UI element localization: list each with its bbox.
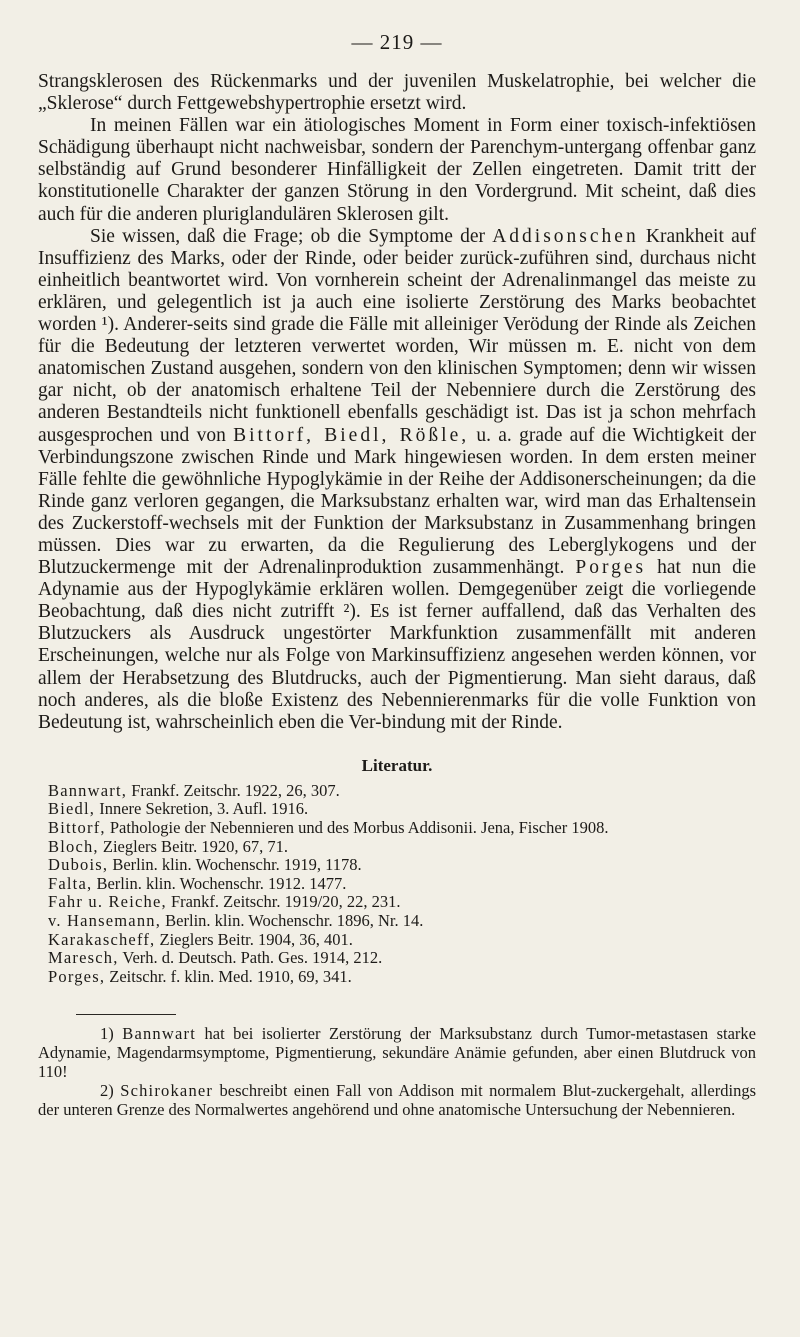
addison-spaced: Addisonschen [492,225,639,247]
footnote-2-author: Schirokaner [120,1080,214,1100]
literature-entry [48,931,756,950]
porges-spaced: Porges [575,557,647,579]
paragraph-3 [38,226,756,734]
lit-author: Bannwart, [48,780,128,800]
footnote-1-number: 1) [100,1024,123,1044]
paragraph-3-part-b: Krankheit auf Insuffizienz des Marks, oder der Rinde, oder beider zurück-zuführen sind, durchaus nicht einheitlich beantwortet wird. Von vornherein scheint der Adrenalinmangel das meiste zu erklären, und gelegentlich ist ja auch eine isolierte Zerstörung des Marks beobachtet worden ¹). Anderer-seits sind grade die Fälle mit alleiniger Verödung der Rinde als Zeichen für die Bedeutung der letzteren verwertet worden, Wir müssen m. E. nicht von dem anatomischen Zustand ausgehen, sondern von den klinischen Symptomen; denn wir wissen gar nicht, ob der anatomisch erhaltene Teil der Nebenniere durch die Zerstörung des anderen Bestandteils nicht funktionell ebenfalls geschädigt ist. Das ist ja schon mehrfach ausgesprochen und von [38,225,756,446]
lit-author: Bloch, [48,836,99,856]
literature-entry [48,968,756,987]
lit-citation: Frankf. Zeitschr. 1919/20, 22, 231. [166,892,401,912]
literature-entry [48,819,756,838]
paragraph-2: In meinen Fällen war ein ätiologisches Moment in Form einer toxisch-infektiösen Schädigung überhaupt nicht nachweisbar, sondern der Parenchym-untergang offenbar ganz selbständig auf Grund besonderer Hinfälligkeit der Zellen eingetreten. Damit tritt der konstitutionelle Charakter der ganzen Störung in den Vordergrund. Mit scheint, daß dies auch für die anderen pluriglandulären Sklerosen gilt. [38,115,756,225]
literature-entry [48,949,756,968]
lit-citation: Innere Sekretion, 3. Aufl. 1916. [95,799,309,819]
footnote-2 [38,1082,756,1120]
literature-heading: Literatur. [361,755,433,775]
lit-citation: Berlin. klin. Wochenschr. 1896, Nr. 14. [161,910,424,930]
literature-entry [48,856,756,875]
paragraph-3-part-c: u. a. grade auf die Wichtigkeit der Verbindungszone zwischen Rinde und Mark hingewiesen worden. In dem ersten meiner Fälle fehlte die gewöhnliche Hypoglykämie in der Reihe der Addisonerscheinungen; da die Rinde ganz verloren gegangen, die Marksubstanz erhalten war, wird man das Erhaltensein des Zuckerstoff-wechsels mit der Funktion der Marksubstanz in Zusammenhang bringen müssen. Dies war zu erwarten, da die Regulierung des Leberglykogens und der Blutzuckermenge mit der Adrenalinproduktion zusammenhängt. [38,424,757,579]
paragraph-3-part-a: Sie wissen, daß die Frage; ob die Symptome der [90,225,493,247]
paragraph-1: Strangsklerosen des Rückenmarks und der juvenilen Muskelatrophie, bei welcher die „Sklerose“ durch Fettgewebshypertrophie ersetzt wird. [38,71,756,115]
lit-author: Maresch, [48,948,119,968]
literature-list [38,782,756,987]
lit-author: Karakascheff, [48,929,156,949]
lit-author: Fahr u. Reiche, [48,892,167,912]
lit-citation: Verh. d. Deutsch. Path. Ges. 1914, 212. [118,948,383,968]
footnote-divider [76,1014,176,1015]
authors-spaced: Bittorf, Biedl, Rößle, [233,424,470,446]
footnote-2-number: 2) [100,1080,121,1100]
lit-citation: Berlin. klin. Wochenschr. 1919, 1178. [108,855,362,875]
lit-author: Falta, [48,873,93,893]
lit-author: v. Hansemann, [48,910,162,930]
lit-citation: Zieglers Beitr. 1904, 36, 401. [155,929,353,949]
footnotes [38,1025,756,1119]
lit-author: Porges, [48,966,106,986]
literature-entry [48,800,756,819]
lit-author: Biedl, [48,799,96,819]
literature-entry [48,893,756,912]
literature-entry [48,912,756,931]
paragraph-3-part-d: hat nun die Adynamie aus der Hypoglykämie erklären wollen. Demgegenüber zeigt die vorliegende Beobachtung, daß dies nicht zutrifft ²). Es ist ferner auffallend, daß das Verhalten des Blutzuckers als Ausdruck ungestörter Markfunktion zusammenfällt mit anderen Erscheinungen, welche nur als Folge von Markinsuffizienz angesehen werden können, vor allem der Herabsetzung des Blutdrucks, auch der Pigmentierung. Man sieht daraus, daß noch anderes, als die bloße Existenz des Nebennierenmarks für die volle Funktion von Bedeutung ist, wahrscheinlich eben die Ver-bindung mit der Rinde. [38,557,756,733]
page-number-header: — 219 — [351,30,443,54]
footnote-2-text: beschreibt einen Fall von Addison mit normalem Blut-zuckergehalt, allerdings der unteren Grenze des Normalwertes angehörend und ohne anatomische Untersuchung der Nebennieren. [38,1080,756,1119]
lit-citation: Zeitschr. f. klin. Med. 1910, 69, 341. [105,966,352,986]
footnote-1-author: Bannwart [122,1024,196,1044]
main-text [38,71,756,734]
literature-entry [48,838,756,857]
lit-citation: Berlin. klin. Wochenschr. 1912. 1477. [92,873,347,893]
lit-author: Bittorf, [48,818,106,837]
lit-citation: Frankf. Zeitschr. 1922, 26, 307. [127,780,340,800]
lit-citation: Pathologie der Nebennieren und des Morbus Addisonii. Jena, Fischer 1908. [105,818,609,837]
footnote-1-text: hat bei isolierter Zerstörung der Marksubstanz durch Tumor-metastasen starke Adynamie, Magendarmsymptome, Pigmentierung, sekundäre Anämie gefunden, aber einen Blutdruck von 110! [38,1024,756,1081]
lit-citation: Zieglers Beitr. 1920, 67, 71. [98,836,289,856]
lit-author: Dubois, [48,855,109,875]
footnote-1 [38,1025,756,1081]
literature-entry [48,782,756,801]
literature-entry [48,875,756,894]
